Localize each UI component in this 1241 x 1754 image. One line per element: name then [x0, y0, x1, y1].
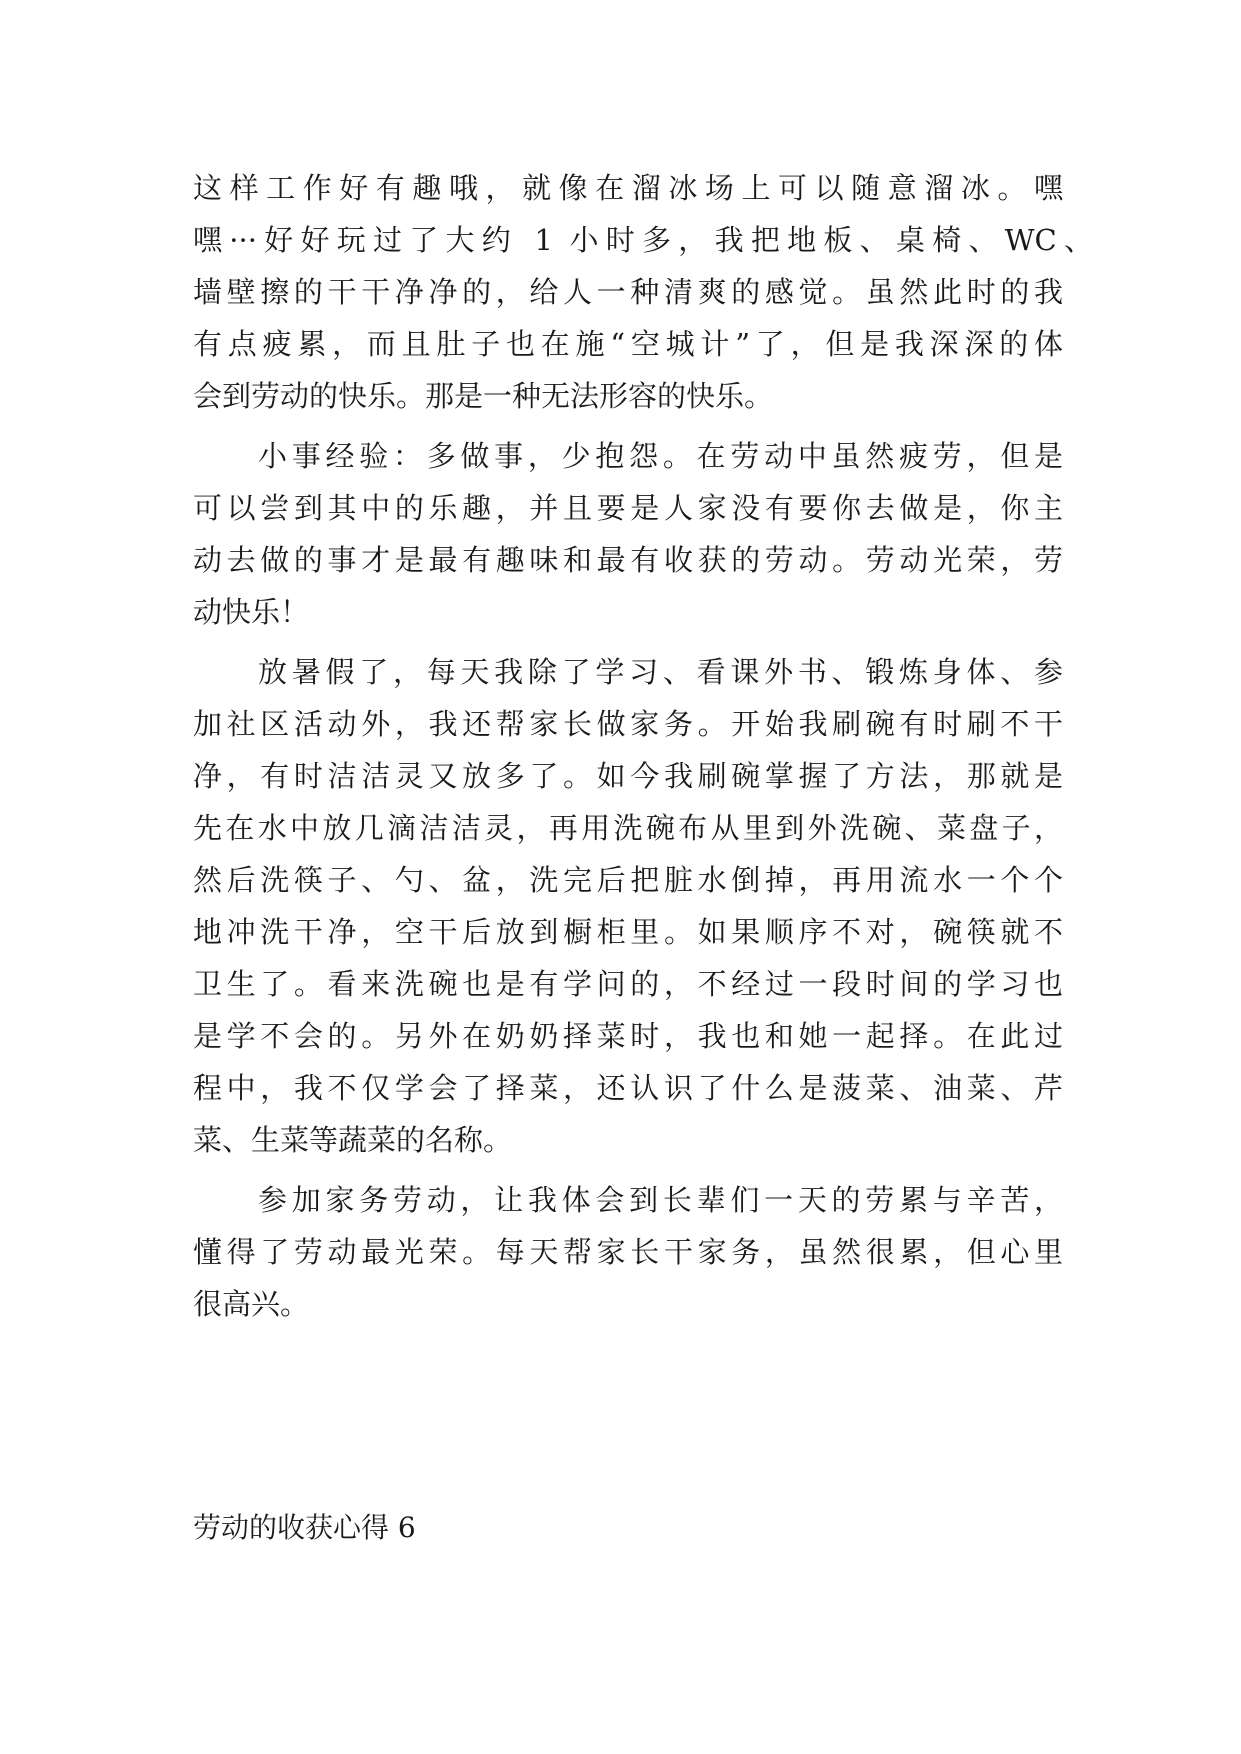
paragraph-3-line-9: 程中，我不仅学会了择菜，还认识了什么是菠菜、油菜、芹: [193, 1071, 1063, 1105]
paragraph-1-line-4: 有点疲累，而且肚子也在施“空城计”了，但是我深深的体: [193, 327, 1063, 361]
paragraph-3-line-3: 净，有时洁洁灵又放多了。如今我刷碗掌握了方法，那就是: [193, 759, 1063, 793]
paragraph-3-line-7: 卫生了。看来洗碗也是有学问的，不经过一段时间的学习也: [193, 967, 1063, 1001]
paragraph-2-line-2: 可以尝到其中的乐趣，并且要是人家没有要你去做是，你主: [193, 491, 1063, 525]
paragraph-1-line-2: 嘿···好好玩过了大约 1 小时多，我把地板、桌椅、WC、: [193, 223, 1093, 257]
paragraph-3-line-6: 地冲洗干净，空干后放到橱柜里。如果顺序不对，碗筷就不: [193, 915, 1063, 949]
paragraph-3-line-4: 先在水中放几滴洁洁灵，再用洗碗布从里到外洗碗、菜盘子，: [193, 811, 1063, 845]
paragraph-3-line-10: 菜、生菜等蔬菜的名称。: [193, 1123, 513, 1157]
paragraph-4-line-1: 参加家务劳动，让我体会到长辈们一天的劳累与辛苦，: [258, 1183, 1063, 1217]
section-heading: 劳动的收获心得 6: [193, 1511, 416, 1544]
paragraph-2-line-4: 动快乐！: [193, 595, 310, 629]
paragraph-3-line-1: 放暑假了，每天我除了学习、看课外书、锻炼身体、参: [258, 655, 1063, 689]
paragraph-3-line-8: 是学不会的。另外在奶奶择菜时，我也和她一起择。在此过: [193, 1019, 1063, 1053]
paragraph-1-line-3: 墙壁擦的干干净净的，给人一种清爽的感觉。虽然此时的我: [193, 275, 1063, 309]
paragraph-3-line-2: 加社区活动外，我还帮家长做家务。开始我刷碗有时刷不干: [193, 707, 1063, 741]
paragraph-4-line-2: 懂得了劳动最光荣。每天帮家长干家务，虽然很累，但心里: [193, 1235, 1063, 1269]
paragraph-4-line-3: 很高兴。: [193, 1287, 310, 1321]
paragraph-2-line-3: 动去做的事才是最有趣味和最有收获的劳动。劳动光荣，劳: [193, 543, 1063, 577]
paragraph-3-line-5: 然后洗筷子、勺、盆，洗完后把脏水倒掉，再用流水一个个: [193, 863, 1063, 897]
paragraph-2-line-1: 小事经验：多做事，少抱怨。在劳动中虽然疲劳，但是: [258, 439, 1063, 473]
paragraph-1-line-1: 这样工作好有趣哦，就像在溜冰场上可以随意溜冰。嘿: [193, 171, 1063, 205]
paragraph-1-line-5: 会到劳动的快乐。那是一种无法形容的快乐。: [193, 379, 774, 413]
